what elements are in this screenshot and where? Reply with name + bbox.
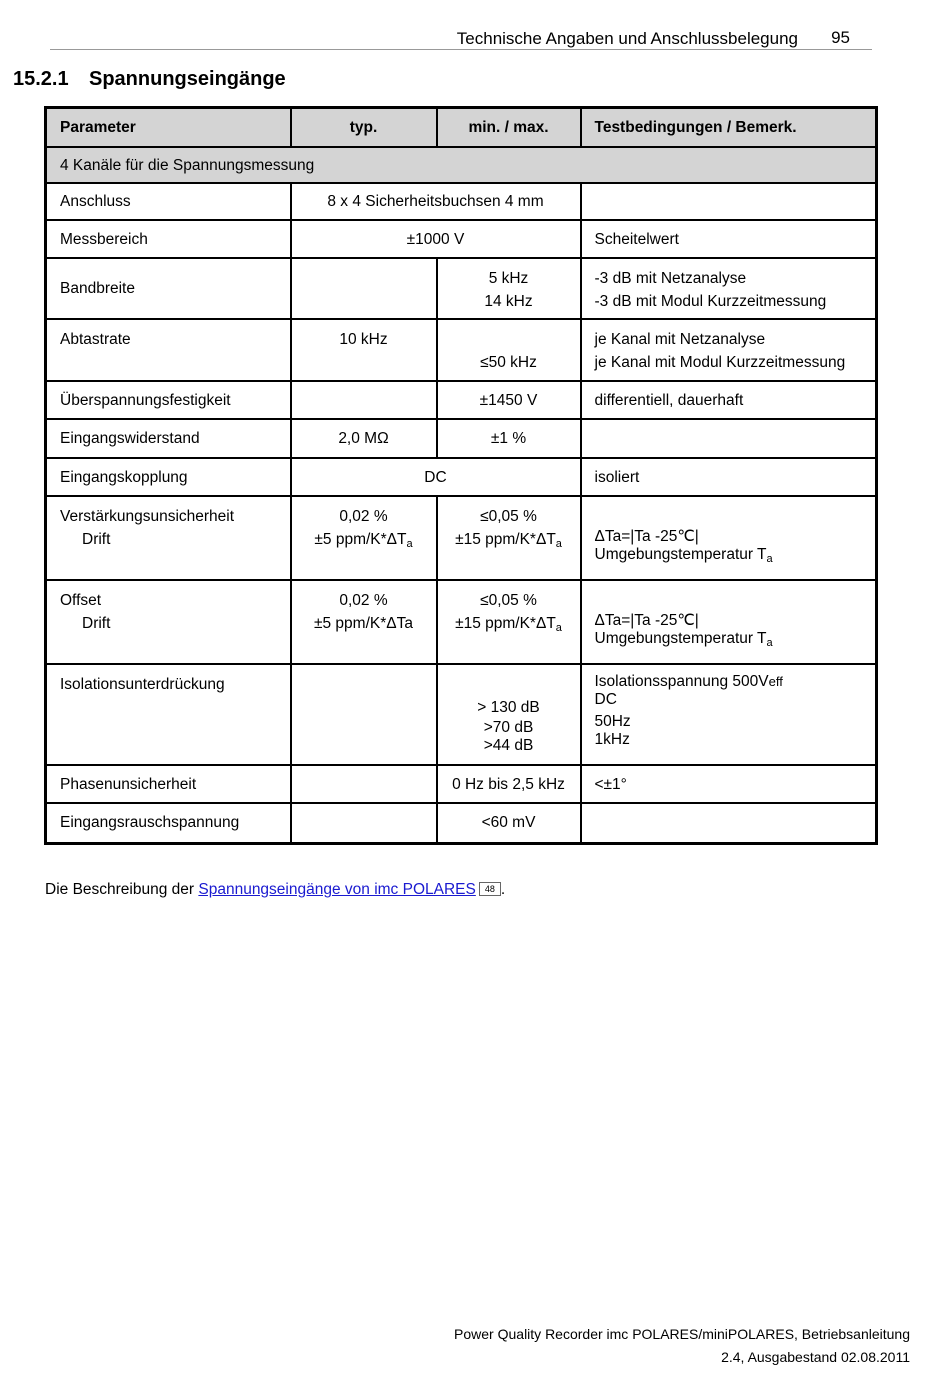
- note-cell: [581, 319, 877, 381]
- page-header: [50, 28, 872, 50]
- note-line: Umgebungstemperatur $T_a$: [594, 546, 773, 565]
- max-cell: [437, 258, 581, 319]
- header-title: Technische Angaben und Anschlussbelegung: [456, 29, 798, 48]
- max-line: ≤50 kHz: [480, 354, 537, 371]
- table-row: [46, 664, 877, 765]
- max-line: 5 kHz: [488, 270, 529, 287]
- max-cell: ±1 %: [437, 419, 581, 458]
- param-label: Verstärkungsunsicherheit: [60, 508, 235, 525]
- param-sub-label: Drift: [82, 531, 111, 548]
- note-suffix: .: [500, 881, 506, 898]
- param-cell: Eingangsrauschspannung: [46, 803, 291, 843]
- param-cell: Anschluss: [46, 183, 291, 220]
- typ-line: 0,02 %: [339, 592, 388, 609]
- typ-cell: [291, 664, 437, 765]
- table-row: [46, 220, 877, 258]
- section-title: Spannungseingänge: [89, 68, 286, 90]
- param-cell: [46, 496, 291, 580]
- note-cell: [581, 419, 877, 458]
- max-line: > 130 dB: [477, 699, 540, 716]
- max-line: ±15 ppm/$K*\Delta T_a$: [455, 531, 562, 550]
- max-cell: ±1450 V: [437, 381, 581, 419]
- table-row: [46, 183, 877, 220]
- param-cell: Überspannungsfestigkeit: [46, 381, 291, 419]
- max-cell: [437, 664, 581, 765]
- typ-cell: [291, 258, 437, 319]
- param-cell: Messbereich: [46, 220, 291, 258]
- note-line: je Kanal mit Netzanalyse: [594, 331, 766, 348]
- section-heading: [13, 68, 286, 91]
- table-row: [46, 803, 877, 843]
- page-number: 95: [831, 28, 850, 47]
- max-cell: <60 mV: [437, 803, 581, 843]
- value-cell: ±1000 V: [291, 220, 581, 258]
- col-header-minmax: min. / max.: [437, 108, 581, 148]
- note-cell: [581, 664, 877, 765]
- section-number: 15.2.1: [13, 68, 69, 90]
- typ-line: 0,02 %: [339, 508, 388, 525]
- max-line: ≤0,05 %: [480, 592, 537, 609]
- spannungseingaenge-link[interactable]: Spannungseingänge von imc POLARES: [198, 881, 476, 898]
- table-row: [46, 319, 877, 381]
- note-cell: [581, 580, 877, 664]
- col-header-test: Testbedingungen / Bemerk.: [581, 108, 877, 148]
- page-reference-box[interactable]: 48: [479, 882, 501, 896]
- table-row: [46, 419, 877, 458]
- note-line: Umgebungstemperatur $T_a$: [594, 630, 773, 649]
- table-row: [46, 496, 877, 580]
- note-cell: [581, 258, 877, 319]
- max-cell: [437, 319, 581, 381]
- footer-version: 2.4, Ausgabestand 02.08.2011: [721, 1349, 910, 1365]
- param-cell: Eingangskopplung: [46, 458, 291, 496]
- note-line: je Kanal mit Modul Kurzzeitmessung: [594, 354, 846, 371]
- typ-line: ±5 ppm/$K*\Delta T_a$: [314, 531, 413, 550]
- max-cell: 0 Hz bis 2,5 kHz: [437, 765, 581, 803]
- typ-cell: [291, 803, 437, 843]
- typ-line: ±5 ppm/K*ΔTa: [314, 615, 413, 632]
- table-row: [46, 580, 877, 664]
- note-line: Isolationsspannung 500Veff: [594, 673, 783, 690]
- max-cell: [437, 580, 581, 664]
- table-row: [46, 381, 877, 419]
- table-row: [46, 258, 877, 319]
- note-line: -3 dB mit Netzanalyse: [594, 270, 747, 287]
- note-cell: [581, 496, 877, 580]
- col-header-typ: typ.: [291, 108, 437, 148]
- group-label: 4 Kanäle für die Spannungsmessung: [46, 147, 877, 183]
- max-line: 14 kHz: [484, 293, 533, 310]
- max-line: >70 dB: [483, 719, 534, 736]
- note-line: DC: [594, 691, 617, 708]
- table-group-row: [46, 147, 877, 183]
- typ-cell: [291, 496, 437, 580]
- typ-cell: [291, 580, 437, 664]
- table-header-row: [46, 108, 877, 148]
- note-line: 50Hz: [594, 713, 631, 730]
- value-cell: 8 x 4 Sicherheitsbuchsen 4 mm: [291, 183, 581, 220]
- param-cell: Eingangswiderstand: [46, 419, 291, 458]
- note-line: ΔTa=|Ta -25℃|: [594, 528, 699, 545]
- param-cell: Phasenunsicherheit: [46, 765, 291, 803]
- param-cell: Abtastrate: [46, 319, 291, 381]
- typ-cell: 10 kHz: [291, 319, 437, 381]
- note-line: ΔTa=|Ta -25℃|: [594, 612, 699, 629]
- param-cell: [46, 580, 291, 664]
- param-cell: Bandbreite: [46, 258, 291, 319]
- note-prefix: Die Beschreibung der: [45, 881, 199, 898]
- typ-cell: 2,0 MΩ: [291, 419, 437, 458]
- spec-table: [44, 106, 878, 845]
- note-cell: differentiell, dauerhaft: [581, 381, 877, 419]
- note-line: -3 dB mit Modul Kurzzeitmessung: [594, 293, 827, 310]
- max-line: >44 dB: [483, 737, 534, 754]
- param-cell: Isolationsunterdrückung: [46, 664, 291, 765]
- footer-title: Power Quality Recorder imc POLARES/miniPOLARES, Betriebsanleitung: [454, 1326, 910, 1342]
- note-cell: <±1°: [581, 765, 877, 803]
- max-cell: [437, 496, 581, 580]
- param-sub-label: Drift: [82, 615, 111, 632]
- description-note: [45, 881, 505, 899]
- typ-cell: [291, 765, 437, 803]
- col-header-parameter: Parameter: [46, 108, 291, 148]
- value-cell: DC: [291, 458, 581, 496]
- table-row: [46, 458, 877, 496]
- max-line: ≤0,05 %: [480, 508, 537, 525]
- note-cell: [581, 803, 877, 843]
- typ-cell: [291, 381, 437, 419]
- note-cell: isoliert: [581, 458, 877, 496]
- param-label: Offset: [60, 592, 102, 609]
- note-cell: Scheitelwert: [581, 220, 877, 258]
- max-line: ±15 ppm/$K*\Delta T_a$: [455, 615, 562, 634]
- note-line: 1kHz: [594, 731, 630, 748]
- note-cell: [581, 183, 877, 220]
- table-row: [46, 765, 877, 803]
